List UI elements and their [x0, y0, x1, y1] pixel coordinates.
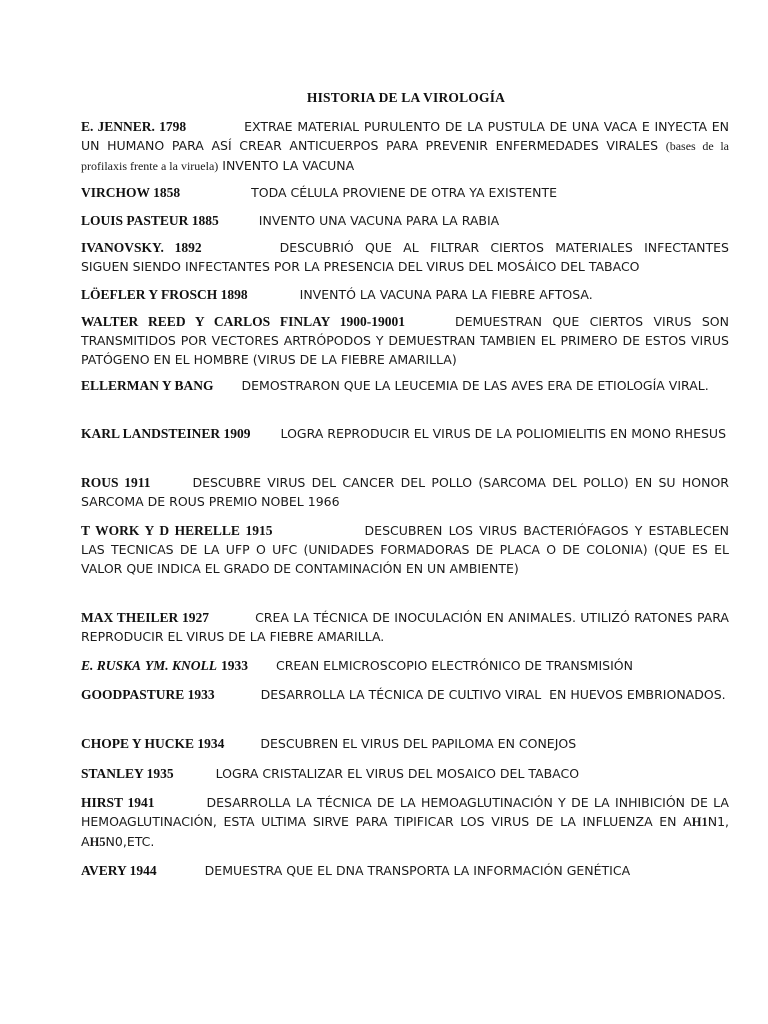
entry-name: WALTER REED Y CARLOS FINLAY 1900-19001 [81, 314, 405, 329]
entry-n1: N1, A [81, 814, 729, 849]
entry-virchow [81, 183, 729, 202]
entry-theiler [81, 608, 729, 646]
entry-name: AVERY 1944 [81, 863, 157, 878]
entry-chope-hucke [81, 734, 729, 753]
entry-landsteiner [81, 424, 729, 443]
entry-note: (bases de la profilaxis frente a la viruela) [81, 139, 729, 173]
entry-ivanovsky [81, 238, 729, 276]
entry-h1: H1 [691, 815, 708, 829]
entry-text: DESCUBRE VIRUS DEL CANCER DEL POLLO (SARCOMA DEL POLLO) EN SU HONOR SARCOMA DE ROUS PREMIO NOBEL 1966 [81, 475, 729, 509]
entry-text: LOGRA CRISTALIZAR EL VIRUS DEL MOSAICO DEL TABACO [215, 766, 580, 781]
entry-text: DESCUBRIÓ QUE AL FILTRAR CIERTOS MATERIALES INFECTANTES SIGUEN SIENDO INFECTANTES POR LA PRESENCIA DEL VIRUS DEL MOSÁICO DEL TABACO [81, 240, 729, 274]
entry-loefler [81, 285, 729, 304]
entry-name: CHOPE Y HUCKE 1934 [81, 736, 225, 751]
entry-name: LÖEFLER Y FROSCH 1898 [81, 287, 248, 302]
entry-text: CREAN ELMICROSCOPIO ELECTRÓNICO DE TRANSMISIÓN [276, 658, 633, 673]
entry-name: KARL LANDSTEINER 1909 [81, 426, 251, 441]
entry-name: E. JENNER. 1798 [81, 119, 187, 134]
entry-name-knoll: YM. KNOLL [145, 658, 218, 673]
entry-stanley [81, 764, 729, 783]
entry-ellerman [81, 376, 729, 395]
entry-text: DEMUESTRA QUE EL DNA TRANSPORTA LA INFORMACIÓN GENÉTICA [204, 863, 631, 878]
entry-twort-herelle [81, 521, 729, 578]
entry-name: GOODPASTURE 1933 [81, 687, 215, 702]
entry-name: LOUIS PASTEUR 1885 [81, 213, 219, 228]
entry-text: INVENTO UNA VACUNA PARA LA RABIA [258, 213, 500, 228]
entry-name: STANLEY 1935 [81, 766, 174, 781]
entry-text: DEMOSTRARON QUE LA LEUCEMIA DE LAS AVES ERA DE ETIOLOGÍA VIRAL. [241, 378, 709, 393]
entry-text: CREA LA TÉCNICA DE INOCULACIÓN EN ANIMALES. UTILIZÓ RATONES PARA REPRODUCIR EL VIRUS DE LA FIEBRE AMARILLA. [81, 610, 729, 644]
entry-name: HIRST 1941 [81, 795, 155, 810]
entry-walter-reed [81, 312, 729, 369]
entry-name: MAX THEILER 1927 [81, 610, 210, 625]
entry-text: DESCUBREN LOS VIRUS BACTERIÓFAGOS Y ESTABLECEN LAS TECNICAS DE LA UFP O UFC (UNIDADES FORMADORAS DE PLACA O DE COLONIA) (QUE ES EL VALOR QUE INDICA EL GRADO DE CONTAMINACIÓN EN UN AMBIENTE) [81, 523, 729, 576]
entry-text: LOGRA REPRODUCIR EL VIRUS DE LA POLIOMIELITIS EN MONO RHESUS [280, 426, 726, 441]
entry-text: TODA CÉLULA PROVIENE DE OTRA YA EXISTENTE [251, 185, 557, 200]
entry-jenner [81, 117, 729, 176]
entry-text: DESARROLLA LA TÉCNICA DE CULTIVO VIRAL EN HUEVOS EMBRIONADOS. [260, 687, 726, 702]
entry-text: DESARROLLA LA TÉCNICA DE LA HEMOAGLUTINACIÓN Y DE LA INHIBICIÓN DE LA HEMOAGLUTINACIÓN, ESTA ULTIMA SIRVE PARA TIPIFICAR LOS VIRUS DE LA INFLUENZA EN A [81, 795, 729, 829]
entry-text: EXTRAE MATERIAL PURULENTO DE LA PUSTULA DE UNA VACA E INYECTA EN UN HUMANO PARA ASÍ CREAR ANTICUERPOS PARA PREVENIR ENFERMEDADES VIRALES [81, 119, 729, 153]
page-title: HISTORIA DE LA VIROLOGÍA [306, 90, 506, 105]
entry-name: T WORK Y D HERELLE 1915 [81, 523, 273, 538]
entry-name: ROUS 1911 [81, 475, 151, 490]
entry-ruska-knoll [81, 656, 729, 675]
entry-rous [81, 473, 729, 511]
entry-name: IVANOVSKY. 1892 [81, 240, 202, 255]
entry-text: INVENTÓ LA VACUNA PARA LA FIEBRE AFTOSA. [299, 287, 593, 302]
entry-name-ruska: E. RUSKA [81, 658, 142, 673]
entry-goodpasture [81, 685, 729, 704]
entry-name-year: 1933 [221, 658, 248, 673]
entry-n0: N0,ETC. [105, 834, 155, 849]
entry-pasteur [81, 211, 729, 230]
entry-h5: H5 [89, 835, 106, 849]
entry-name: ELLERMAN Y BANG [81, 378, 214, 393]
entry-tail: INVENTO LA VACUNA [222, 158, 355, 173]
entry-text: DEMUESTRAN QUE CIERTOS VIRUS SON TRANSMITIDOS POR VECTORES ARTRÓPODOS Y DEMUESTRAN TAMBIEN EL PRIMERO DE ESTOS VIRUS PATÓGENO EN EL HOMBRE (VIRUS DE LA FIEBRE AMARILLA) [81, 314, 729, 367]
entry-text: DESCUBREN EL VIRUS DEL PAPILOMA EN CONEJOS [260, 736, 577, 751]
entry-name: VIRCHOW 1858 [81, 185, 181, 200]
entry-hirst [81, 793, 729, 852]
entry-avery [81, 861, 729, 880]
